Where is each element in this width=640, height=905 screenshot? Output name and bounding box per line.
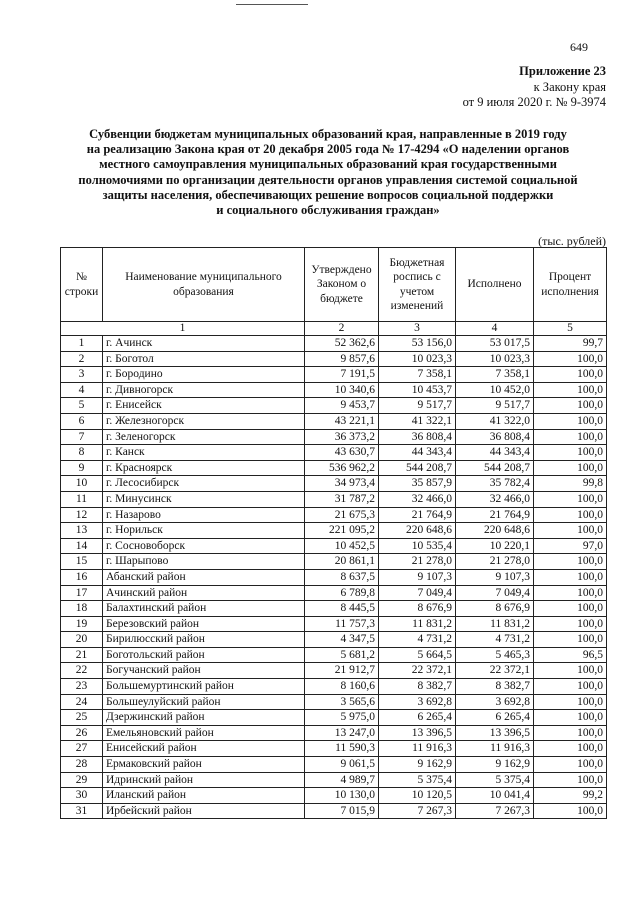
approved-cell: 11 590,3 [305,741,379,757]
row-number-cell: 21 [61,647,103,663]
municipality-cell: Бирилюсский район [103,632,305,648]
percent-cell: 100,0 [534,445,607,461]
municipality-cell: Балахтинский район [103,601,305,617]
percent-cell: 100,0 [534,507,607,523]
executed-cell: 53 017,5 [456,336,534,352]
budget-list-cell: 7 358,1 [379,367,456,383]
appendix-title: Приложение 23 [519,64,606,78]
table-row [61,460,607,476]
budget-list-cell: 10 535,4 [379,538,456,554]
executed-cell: 8 676,9 [456,601,534,617]
municipality-cell: г. Красноярск [103,460,305,476]
table-row [61,445,607,461]
budget-list-cell: 11 831,2 [379,616,456,632]
table-row [61,429,607,445]
municipality-cell: Большеулуйский район [103,694,305,710]
executed-cell: 6 265,4 [456,710,534,726]
budget-list-cell: 21 278,0 [379,554,456,570]
budget-list-cell: 7 267,3 [379,803,456,819]
title-line: и социального обслуживания граждан» [216,203,440,218]
table-row [61,788,607,804]
row-number-cell: 18 [61,601,103,617]
table-row [61,647,607,663]
header-percent: Процент исполнения [534,248,607,322]
municipality-cell: г. Шарыпово [103,554,305,570]
percent-cell: 100,0 [534,523,607,539]
approved-cell: 10 452,5 [305,538,379,554]
title-line: на реализацию Закона края от 20 декабря 2005 года № 17-4294 «О наделении органов [86,142,570,157]
executed-cell: 8 382,7 [456,679,534,695]
executed-cell: 5 465,3 [456,647,534,663]
header-executed: Исполнено [456,248,534,322]
municipality-cell: г. Норильск [103,523,305,539]
budget-list-cell: 9 162,9 [379,757,456,773]
percent-cell: 100,0 [534,351,607,367]
budget-list-cell: 8 382,7 [379,679,456,695]
percent-cell: 97,0 [534,538,607,554]
approved-cell: 21 675,3 [305,507,379,523]
row-number-cell: 12 [61,507,103,523]
percent-cell: 100,0 [534,710,607,726]
row-number-cell: 9 [61,460,103,476]
budget-list-cell: 10 453,7 [379,382,456,398]
executed-cell: 32 466,0 [456,491,534,507]
row-number-cell: 4 [61,382,103,398]
approved-cell: 10 340,6 [305,382,379,398]
row-number-cell: 11 [61,491,103,507]
row-number-cell: 28 [61,757,103,773]
row-number-cell: 17 [61,585,103,601]
municipality-cell: г. Ачинск [103,336,305,352]
municipality-cell: г. Дивногорск [103,382,305,398]
page-number: 649 [570,40,588,54]
budget-list-cell: 6 265,4 [379,710,456,726]
column-number: 1 [61,322,305,336]
units-label: (тыс. рублей) [538,234,606,248]
percent-cell: 100,0 [534,429,607,445]
table-row [61,554,607,570]
percent-cell: 100,0 [534,382,607,398]
budget-list-cell: 36 808,4 [379,429,456,445]
municipality-cell: г. Канск [103,445,305,461]
table-row [61,803,607,819]
executed-cell: 21 278,0 [456,554,534,570]
table-row [61,491,607,507]
executed-cell: 9 107,3 [456,569,534,585]
budget-list-cell: 53 156,0 [379,336,456,352]
budget-list-cell: 3 692,8 [379,694,456,710]
approved-cell: 9 453,7 [305,398,379,414]
table-row [61,710,607,726]
header-approved: Утверждено Законом о бюджете [305,248,379,322]
percent-cell: 100,0 [534,413,607,429]
executed-cell: 11 831,2 [456,616,534,632]
approved-cell: 3 565,6 [305,694,379,710]
row-number-cell: 25 [61,710,103,726]
approved-cell: 7 015,9 [305,803,379,819]
executed-cell: 10 023,3 [456,351,534,367]
row-number-cell: 29 [61,772,103,788]
municipality-cell: г. Железногорск [103,413,305,429]
approved-cell: 20 861,1 [305,554,379,570]
percent-cell: 100,0 [534,367,607,383]
subventions-table [60,247,607,819]
table-row [61,336,607,352]
approved-cell: 43 221,1 [305,413,379,429]
table-body [61,336,607,819]
executed-cell: 7 267,3 [456,803,534,819]
approved-cell: 8 445,5 [305,601,379,617]
row-number-cell: 1 [61,336,103,352]
budget-list-cell: 44 343,4 [379,445,456,461]
table-row [61,585,607,601]
municipality-cell: Ирбейский район [103,803,305,819]
budget-list-cell: 8 676,9 [379,601,456,617]
row-number-cell: 30 [61,788,103,804]
percent-cell: 100,0 [534,725,607,741]
header-budget-list: Бюджетная роспись с учетом изменений [379,248,456,322]
approved-cell: 6 789,8 [305,585,379,601]
executed-cell: 44 343,4 [456,445,534,461]
row-number-cell: 3 [61,367,103,383]
percent-cell: 99,7 [534,336,607,352]
municipality-cell: Иланский район [103,788,305,804]
executed-cell: 5 375,4 [456,772,534,788]
approved-cell: 43 630,7 [305,445,379,461]
approved-cell: 5 681,2 [305,647,379,663]
approved-cell: 13 247,0 [305,725,379,741]
title-line: защиты населения, обеспечивающих решение вопросов социальной поддержки [102,187,554,202]
row-number-cell: 27 [61,741,103,757]
percent-cell: 100,0 [534,757,607,773]
executed-cell: 9 517,7 [456,398,534,414]
executed-cell: 41 322,0 [456,413,534,429]
municipality-cell: Большемуртинский район [103,679,305,695]
executed-cell: 7 049,4 [456,585,534,601]
table-row [61,741,607,757]
executed-cell: 220 648,6 [456,523,534,539]
municipality-cell: Идринский район [103,772,305,788]
header-row-number: № строки [61,248,103,322]
table-row [61,632,607,648]
approved-cell: 10 130,0 [305,788,379,804]
approved-cell: 34 973,4 [305,476,379,492]
table-row [61,398,607,414]
approved-cell: 21 912,7 [305,663,379,679]
approved-cell: 8 637,5 [305,569,379,585]
percent-cell: 100,0 [534,460,607,476]
municipality-cell: Емельяновский район [103,725,305,741]
percent-cell: 96,5 [534,647,607,663]
percent-cell: 100,0 [534,569,607,585]
budget-list-cell: 5 664,5 [379,647,456,663]
municipality-cell: Боготольский район [103,647,305,663]
executed-cell: 36 808,4 [456,429,534,445]
appendix-date: от 9 июля 2020 г. № 9-3974 [462,95,606,109]
municipality-cell: г. Назарово [103,507,305,523]
row-number-cell: 23 [61,679,103,695]
approved-cell: 9 857,6 [305,351,379,367]
percent-cell: 99,2 [534,788,607,804]
municipality-cell: Дзержинский район [103,710,305,726]
percent-cell: 100,0 [534,491,607,507]
percent-cell: 100,0 [534,554,607,570]
municipality-cell: Ачинский район [103,585,305,601]
column-number: 5 [534,322,607,336]
executed-cell: 13 396,5 [456,725,534,741]
budget-list-cell: 22 372,1 [379,663,456,679]
municipality-cell: г. Бородино [103,367,305,383]
municipality-cell: г. Лесосибирск [103,476,305,492]
budget-list-cell: 11 916,3 [379,741,456,757]
table-row [61,351,607,367]
percent-cell: 100,0 [534,679,607,695]
table-row [61,382,607,398]
percent-cell: 100,0 [534,803,607,819]
top-rule [236,4,308,5]
column-number: 4 [456,322,534,336]
budget-list-cell: 7 049,4 [379,585,456,601]
executed-cell: 10 220,1 [456,538,534,554]
table-row [61,601,607,617]
budget-list-cell: 35 857,9 [379,476,456,492]
table-row [61,757,607,773]
row-number-cell: 2 [61,351,103,367]
title-line: полномочиями по организации деятельности органов управления системой социальной [78,172,578,187]
percent-cell: 100,0 [534,663,607,679]
budget-list-cell: 220 648,6 [379,523,456,539]
executed-cell: 11 916,3 [456,741,534,757]
budget-list-cell: 544 208,7 [379,460,456,476]
title-line: местного самоуправления муниципальных образований края государственными [99,157,557,172]
row-number-cell: 8 [61,445,103,461]
executed-cell: 35 782,4 [456,476,534,492]
percent-cell: 100,0 [534,601,607,617]
executed-cell: 9 162,9 [456,757,534,773]
percent-cell: 99,8 [534,476,607,492]
row-number-cell: 5 [61,398,103,414]
approved-cell: 4 989,7 [305,772,379,788]
table-row [61,413,607,429]
table-row [61,694,607,710]
percent-cell: 100,0 [534,616,607,632]
executed-cell: 21 764,9 [456,507,534,523]
approved-cell: 52 362,6 [305,336,379,352]
percent-cell: 100,0 [534,632,607,648]
budget-list-cell: 32 466,0 [379,491,456,507]
municipality-cell: Березовский район [103,616,305,632]
approved-cell: 4 347,5 [305,632,379,648]
approved-cell: 7 191,5 [305,367,379,383]
approved-cell: 221 095,2 [305,523,379,539]
approved-cell: 36 373,2 [305,429,379,445]
budget-list-cell: 9 517,7 [379,398,456,414]
municipality-cell: Енисейский район [103,741,305,757]
row-number-cell: 19 [61,616,103,632]
budget-list-cell: 4 731,2 [379,632,456,648]
municipality-cell: Абанский район [103,569,305,585]
appendix-block [463,64,606,111]
table-row [61,663,607,679]
appendix-law: к Закону края [533,79,606,94]
row-number-cell: 24 [61,694,103,710]
budget-list-cell: 21 764,9 [379,507,456,523]
municipality-cell: г. Минусинск [103,491,305,507]
executed-cell: 7 358,1 [456,367,534,383]
approved-cell: 9 061,5 [305,757,379,773]
budget-list-cell: 5 375,4 [379,772,456,788]
row-number-cell: 22 [61,663,103,679]
row-number-cell: 10 [61,476,103,492]
header-municipality: Наименование муниципального образования [103,248,305,322]
row-number-cell: 14 [61,538,103,554]
municipality-cell: г. Боготол [103,351,305,367]
executed-cell: 10 452,0 [456,382,534,398]
row-number-cell: 7 [61,429,103,445]
executed-cell: 10 041,4 [456,788,534,804]
title-line: Субвенции бюджетам муниципальных образований края, направленные в 2019 году [89,127,567,141]
percent-cell: 100,0 [534,398,607,414]
executed-cell: 544 208,7 [456,460,534,476]
table-row [61,679,607,695]
table-row [61,367,607,383]
table-row [61,538,607,554]
row-number-cell: 16 [61,569,103,585]
budget-list-cell: 41 322,1 [379,413,456,429]
percent-cell: 100,0 [534,585,607,601]
row-number-cell: 15 [61,554,103,570]
percent-cell: 100,0 [534,741,607,757]
municipality-cell: г. Сосновоборск [103,538,305,554]
budget-list-cell: 13 396,5 [379,725,456,741]
budget-list-cell: 10 023,3 [379,351,456,367]
municipality-cell: Ермаковский район [103,757,305,773]
approved-cell: 5 975,0 [305,710,379,726]
approved-cell: 11 757,3 [305,616,379,632]
budget-list-cell: 10 120,5 [379,788,456,804]
table-row [61,476,607,492]
column-number: 3 [379,322,456,336]
table-row [61,772,607,788]
row-number-cell: 20 [61,632,103,648]
column-number: 2 [305,322,379,336]
row-number-cell: 31 [61,803,103,819]
table-row [61,523,607,539]
executed-cell: 3 692,8 [456,694,534,710]
table-row [61,616,607,632]
percent-cell: 100,0 [534,694,607,710]
percent-cell: 100,0 [534,772,607,788]
row-number-cell: 13 [61,523,103,539]
municipality-cell: Богучанский район [103,663,305,679]
approved-cell: 536 962,2 [305,460,379,476]
municipality-cell: г. Зеленогорск [103,429,305,445]
municipality-cell: г. Енисейск [103,398,305,414]
executed-cell: 4 731,2 [456,632,534,648]
budget-list-cell: 9 107,3 [379,569,456,585]
row-number-cell: 6 [61,413,103,429]
table-row [61,507,607,523]
table-row [61,569,607,585]
document-title [60,127,596,218]
approved-cell: 8 160,6 [305,679,379,695]
table-row [61,725,607,741]
executed-cell: 22 372,1 [456,663,534,679]
approved-cell: 31 787,2 [305,491,379,507]
row-number-cell: 26 [61,725,103,741]
